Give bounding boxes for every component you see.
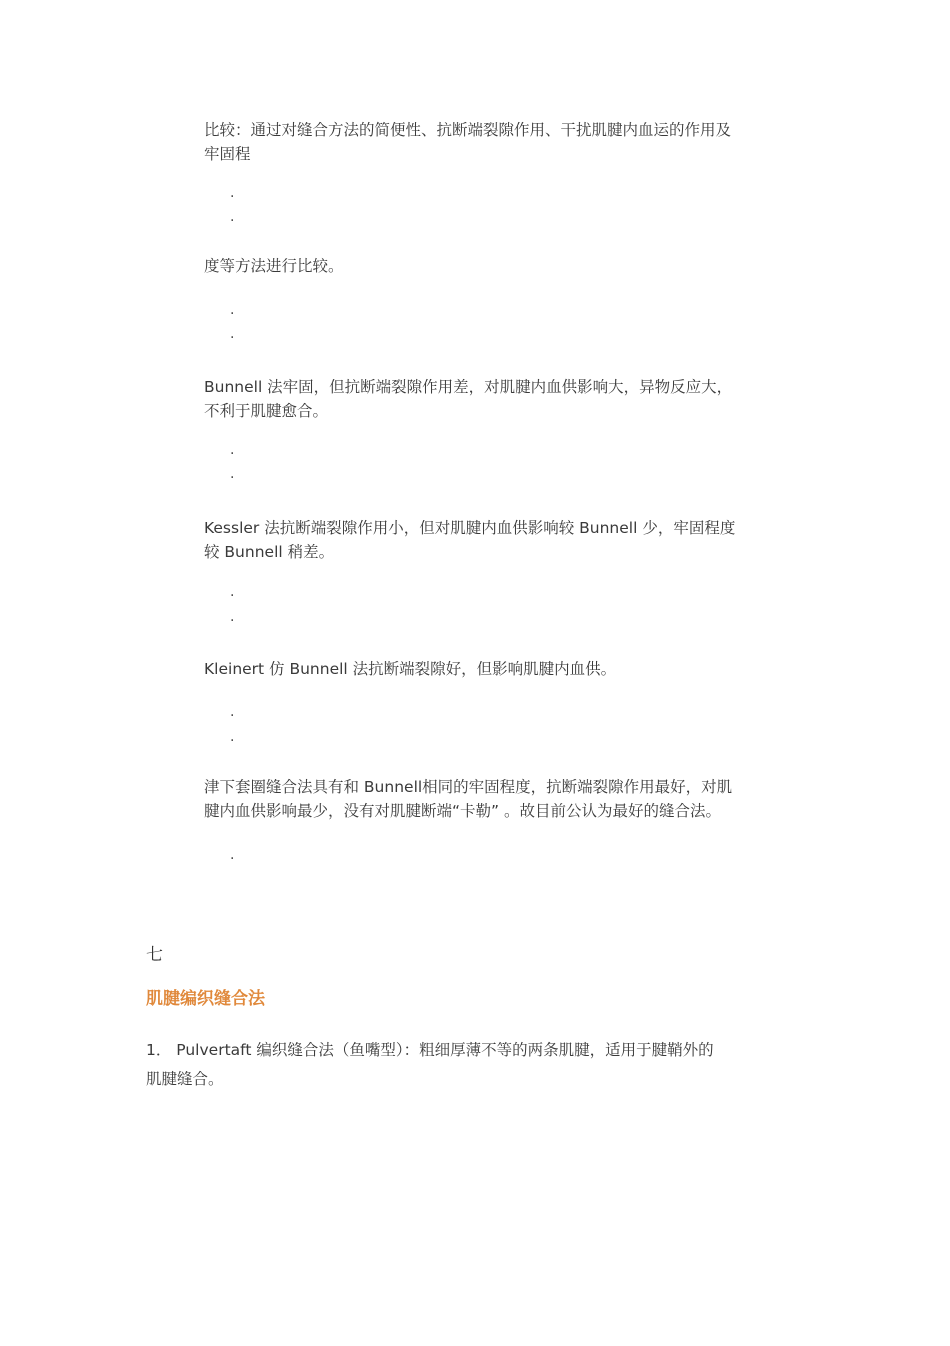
text-line: 牢固程 [204, 145, 251, 163]
bullet-dot: . [230, 209, 235, 225]
section-number: 七 [146, 945, 163, 965]
bullet-dot: . [230, 729, 235, 745]
text-line: Kessler 法抗断端裂隙作用小，但对肌腱内血供影响较 Bunnell 少，牢固程度 [204, 519, 736, 537]
paragraph-method [204, 254, 804, 278]
text-line: 肌腱缝合。 [146, 1070, 224, 1088]
paragraph-comparison [204, 118, 804, 166]
bullet-dot: . [230, 442, 235, 458]
list-item-pulvertaft [146, 1036, 806, 1094]
text-line: 津下套圈缝合法具有和 Bunnell相同的牢固程度，抗断端裂隙作用最好，对肌 [204, 778, 733, 796]
text-line: 不利于肌腱愈合。 [204, 402, 329, 420]
bullet-dot: . [230, 466, 235, 482]
bullet-dot: . [230, 847, 235, 863]
bullet-dot: . [230, 302, 235, 318]
bullet-dot: . [230, 704, 235, 720]
text-line: 度等方法进行比较。 [204, 257, 344, 275]
paragraph-tsuge [204, 775, 804, 823]
text-line: 1． Pulvertaft 编织缝合法（鱼嘴型）：粗细厚薄不等的两条肌腱，适用于腱鞘外的 [146, 1041, 714, 1059]
bullet-dot: . [230, 185, 235, 201]
text-line: Kleinert 仿 Bunnell 法抗断端裂隙好，但影响肌腱内血供。 [204, 660, 617, 678]
section-title: 肌腱编织缝合法 [146, 989, 265, 1009]
paragraph-bunnell [204, 375, 804, 423]
bullet-dot: . [230, 326, 235, 342]
text-line: 比较：通过对缝合方法的简便性、抗断端裂隙作用、干扰肌腱内血运的作用及 [204, 121, 732, 139]
text-line: 较 Bunnell 稍差。 [204, 543, 335, 561]
paragraph-kleinert [204, 657, 804, 681]
paragraph-kessler [204, 516, 804, 564]
bullet-dot: . [230, 609, 235, 625]
text-line: 腱内血供影响最少，没有对肌腱断端“卡勒” 。故目前公认为最好的缝合法。 [204, 802, 721, 820]
bullet-dot: . [230, 584, 235, 600]
text-line: Bunnell 法牢固，但抗断端裂隙作用差，对肌腱内血供影响大，异物反应大， [204, 378, 733, 396]
